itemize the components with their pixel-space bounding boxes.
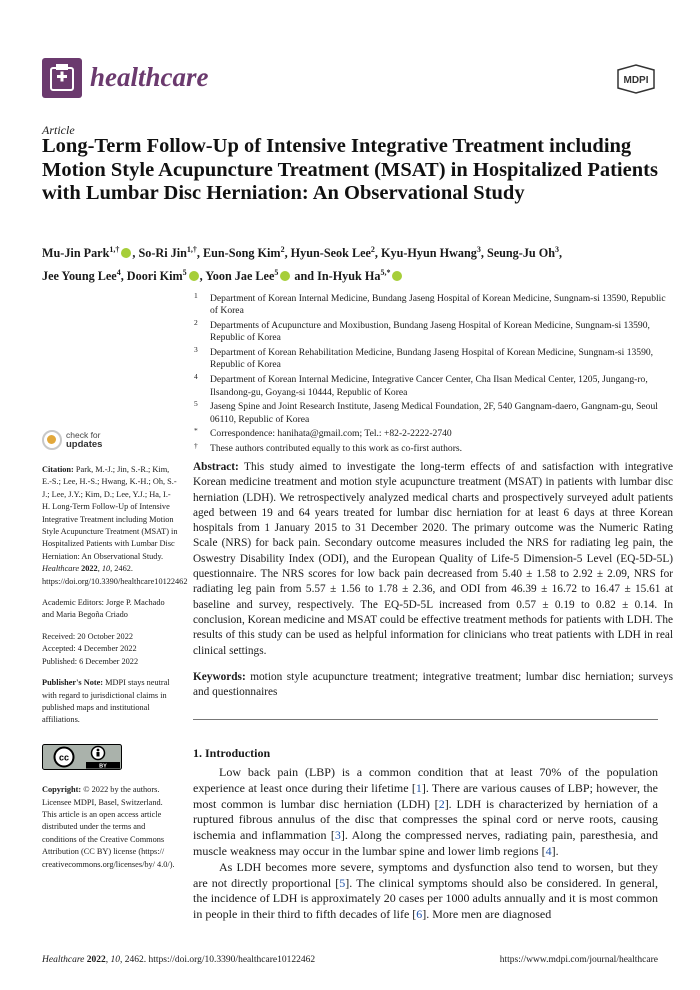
section-heading-introduction: 1. Introduction [193,746,271,760]
author-affiliation-marker: 5,* [380,268,391,278]
check-for-updates-button[interactable] [42,430,178,450]
copyright-text: © 2022 by the authors. Licensee MDPI, Basel, Switzerland. This article is an open access article distributed under the terms and conditions of the Creative Commons Attribution (CC BY) license (https:// creativecommons.org/licenses/by/ 4.0/). [42,785,175,869]
author-separator: , [120,269,127,284]
orcid-icon[interactable] [189,271,199,281]
author-name[interactable]: Doori Kim [126,269,183,284]
orcid-icon[interactable] [121,248,131,258]
citation-doi-link[interactable]: , 2462. https://doi.org/10.3390/healthcare10122462 [42,564,188,586]
author-separator: , [559,246,563,261]
check-updates-icon [42,430,62,450]
published-date: Published: 6 December 2022 [42,656,139,666]
author-separator: , [196,246,203,261]
affiliation-number: * [194,426,198,436]
abstract-text: This study aimed to investigate the long-term effects of and satisfaction with integrative Korean medicine treatment and motion style acupuncture treatment (MSAT) in patients with lumbar disc herniation (LDH). We retrospectively analyzed medical charts and prospectively surveyed adult patients aged between 19 and 64 years treated for lumbar disc herniation for at least 6 days at three Korean hospitals from 1 January 2015 to 31 December 2020. The primary outcome was the Numeric Rating Scale (NRS) for back pain. Secondary outcome measures included the NRS for radiating leg pain, the Oswestry Disability Index (ODI), and the European Quality of Life-5 Dimension-5 Level (EQ-5D-5L) questionnaire. The NRS scores for low back pain decreased from 5.40 ± 1.58 to 2.92 ± 2.09, NRS for radiating leg pain from 5.57 ± 1.56 to 1.78 ± 2.36, and ODI from 46.39 ± 16.72 to 16.47 ± 15.61 at baseline and survey, respectively. The EQ-5D-5L increased from 0.57 ± 0.19 to 0.82 ± 0.14. In conclusion, Korean medicine and MSAT could be effective treatment methods for patients with LDH. The results of this study can be used as helpful information for clinicians who treat patients with LDH in real clinical settings. [193,461,673,657]
keywords-text: motion style acupuncture treatment; integrative treatment; lumbar disc herniation; surveys and questionnaires [193,671,673,699]
dates-block [42,631,178,668]
publisher-note [42,677,178,727]
citation-volume: 10 [101,564,111,574]
author-affiliation-marker: 1,† [186,245,197,254]
author-name[interactable]: Hyun-Seok Lee [290,246,371,261]
intro-paragraph: As LDH becomes more severe, symptoms and dysfunction also tend to worsen, but they are not directly proportional [5]. The clinical symptoms should also be considered. In general, the incidence of LDH is approximately 20 cases per 1000 adults annually and it is most common in people in their third to fifth decades of life [6]. More men are diagnosed [193,859,658,922]
affiliation-item [193,401,673,426]
affiliation-number: † [194,441,198,451]
abstract-label: Abstract: [193,461,239,473]
intro-paragraph: Low back pain (LBP) is a common condition that at least 70% of the population experience at least once during their lifetime [1]. There are various causes of LBP; however, the most common is lumbar disc herniation (LDH) [2]. LDH is characterized by herniation of a ruptured fibrous annulus of the disc that compresses the spinal cord or nerve roots, causing ischemia and inflammation [3]. Along the compressed nerves, radiating pain, paresthesia, and muscle weakness may occur in the lumbar spine and lower limb regions [4]. [193,765,658,858]
footer-journal: Healthcare [42,955,85,965]
footer-journal-url[interactable]: https://www.mdpi.com/journal/healthcare [499,955,658,965]
author-separator: , [374,246,381,261]
reference-link[interactable]: 5 [339,875,346,890]
academic-editors: Academic Editors: Jorge P. Machado and Maria Begoña Criado [42,598,165,620]
affiliation-text: Correspondence: hanihata@gmail.com; Tel.: +82-2-2222-2740 [210,428,452,440]
footer-doi-link[interactable]: , 2462. https://doi.org/10.3390/healthcare10122462 [120,955,316,965]
affiliation-item [193,428,673,440]
citation-text: Park, M.-J.; Jin, S.-R.; Kim, E.-S.; Lee, H.-S.; Hwang, K.-H.; Oh, S.-J.; Lee, J.Y.; Kim, D.; Lee, Y.J.; Ha, I.-H. Long-Term Follow-Up of Intensive Integrative Treatment including Motion Style Acupuncture Treatment (MSAT) in Hospitalized Patients with Lumbar Disc Herniation: An Observational Study. [42,465,178,561]
publisher-note-text: MDPI stays neutral with regard to jurisdictional claims in published maps and institutional affiliations. [42,678,170,725]
author-affiliation-marker: 3 [476,245,481,254]
journal-name[interactable]: healthcare [90,62,209,92]
copyright-label: Copyright: [42,785,82,795]
author-name[interactable]: Seung-Ju Oh [486,246,556,261]
author-name[interactable]: Kyu-Hyun Hwang [381,246,477,261]
affiliation-text: These authors contributed equally to this work as co-first authors. [210,443,463,455]
affiliation-text: Department of Korean Rehabilitation Medicine, Bundang Jaseng Hospital of Korean Medicine, Sungnam-si 13590, Republic of Korea [210,347,654,371]
received-date: Received: 20 October 2022 [42,631,134,641]
author-name[interactable]: Jee Young Lee [42,269,117,284]
citation-year: 2022 [81,564,98,574]
cc-by-label: BY [99,763,107,770]
check-updates-line1: check for [66,430,101,440]
keywords [193,670,673,701]
reference-link[interactable]: 2 [438,796,445,811]
orcid-icon[interactable] [392,271,402,281]
article-type: Article [42,123,75,137]
orcid-icon[interactable] [280,271,290,281]
affiliation-item [193,443,673,455]
author-name[interactable]: So-Ri Jin [138,246,187,261]
article-title: Long-Term Follow-Up of Intensive Integrative Treatment including Motion Style Acupuncture Treatment (MSAT) in Hospitalized Patients with Lumbar Disc Herniation: An Observational Study [42,135,658,204]
author-separator: , [284,246,291,261]
author-name[interactable]: Mu-Jin Park [42,246,110,261]
publisher-name: MDPI [623,75,649,86]
author-separator: and [291,269,318,284]
author-list [42,240,672,286]
affiliation-number: 1 [194,291,198,300]
author-name[interactable]: In-Hyuk Ha [317,269,381,284]
journal-logo-icon [42,58,82,98]
affiliation-number: 2 [194,318,198,328]
affiliation-item [193,374,673,399]
affiliation-item [193,320,673,345]
affiliation-text: Department of Korean Internal Medicine, Integrative Cancer Center, Cha Ilsan Medical Center, 1205, Jungang-ro, Ilsandong-gu, Goyang-si 10444, Republic of Korea [210,374,648,398]
reference-link[interactable]: 3 [334,828,341,843]
footer-citation: Healthcare 2022, 10, 2462. https://doi.org/10.3390/healthcare10122462 [42,955,316,965]
affiliation-number: 4 [194,372,198,382]
article-sidebar [42,430,188,880]
svg-text:cc: cc [58,752,70,763]
author-name[interactable]: Eun-Song Kim [203,246,281,261]
author-affiliation-marker: 5 [274,268,279,278]
footer-year: 2022 [86,955,106,965]
affiliation-number: 5 [194,399,198,409]
affiliation-text: Departments of Acupuncture and Moxibustion, Bundang Jaseng Hospital of Korean Medicine, Sungnam-si 13590, Republic of Korea [210,320,650,344]
accepted-date: Accepted: 4 December 2022 [42,644,137,654]
reference-link[interactable]: 1 [415,780,422,795]
author-affiliation-marker: 1,† [109,245,120,254]
affiliation-number: 3 [194,345,198,355]
affiliation-item [193,347,673,372]
footer-volume: 10 [110,955,121,965]
author-affiliation-marker: 3 [555,245,560,254]
reference-link[interactable]: 4 [545,843,552,858]
citation-label: Citation: [42,465,74,474]
author-affiliation-marker: 2 [280,245,285,254]
publisher-note-label: Publisher's Note: [42,678,104,688]
author-affiliation-marker: 5 [182,268,187,278]
author-separator: , [199,269,206,284]
author-affiliation-marker: 4 [116,268,121,278]
introduction-body [193,765,658,923]
author-separator: , [480,246,487,261]
copyright-block [42,784,178,871]
mdpi-logo-icon[interactable] [614,64,658,94]
author-name[interactable]: Yoon Jae Lee [205,269,275,284]
affiliation-text: Jaseng Spine and Joint Research Institute, Jaseng Medical Foundation, 2F, 540 Gangnam-daero, Gangnam-gu, Seoul 06110, Republic of Korea [210,401,658,425]
section-divider [193,719,658,720]
keywords-label: Keywords: [193,671,246,683]
abstract [193,460,673,659]
author-affiliation-marker: 2 [370,245,375,254]
citation-journal: Healthcare [42,564,80,574]
author-separator: , [132,246,139,261]
cc-by-license-icon[interactable] [42,744,122,770]
affiliation-item [193,293,673,318]
affiliation-list [193,293,673,458]
affiliation-text: Department of Korean Internal Medicine, Bundang Jaseng Hospital of Korean Medicine, Sungnam-si 13590, Republic of Korea [210,293,666,317]
citation-block: Citation: Park, M.-J.; Jin, S.-R.; Kim, E.-S.; Lee, H.-S.; Hwang, K.-H.; Oh, S.-J.; Lee, J.Y.; Kim, D.; Lee, Y.J.; Ha, I.-H. Long-Term Follow-Up of Intensive Integrative Treatment including Motion Style Acupuncture Treatment (MSAT) in Hospitalized Patients with Lumbar Disc Herniation: An Observational Study. Healthcare 2022, 10, 2462. https://doi.org/10.3390/healthcare10122462 [42,465,188,586]
reference-link[interactable]: 6 [416,907,423,922]
check-updates-line2: updates [66,439,103,450]
